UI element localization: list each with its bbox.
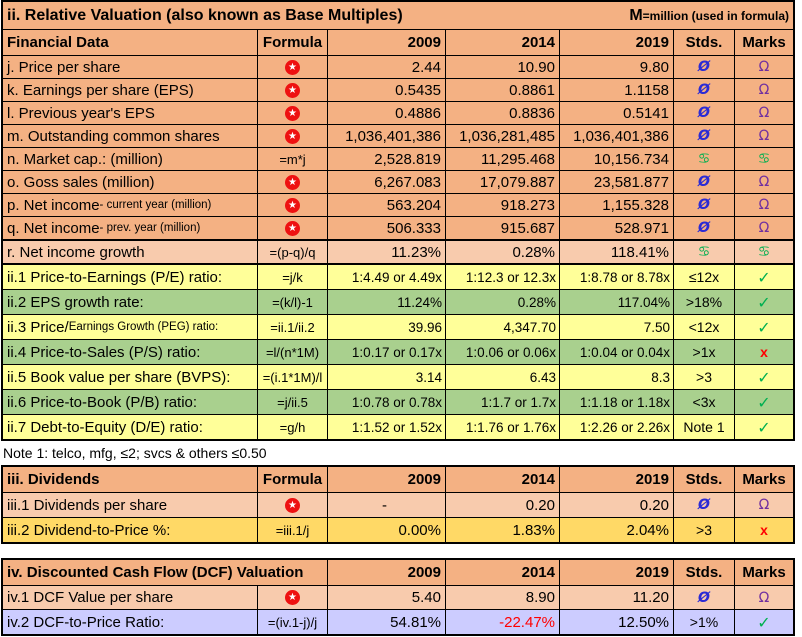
marks-cell[interactable] bbox=[734, 102, 793, 124]
value-2019[interactable]: 2.04% bbox=[559, 518, 673, 542]
row-label[interactable]: m. Outstanding common shares bbox=[7, 127, 220, 145]
omega-symbol: Ω bbox=[758, 59, 770, 75]
marks-cell[interactable] bbox=[734, 265, 793, 289]
value-2019[interactable]: 1:2.26 or 2.26x bbox=[559, 415, 673, 439]
cross-icon: x bbox=[760, 344, 768, 360]
stds-cell[interactable]: >1% bbox=[673, 610, 734, 634]
value-2014[interactable]: -22.47% bbox=[445, 610, 559, 634]
required-input-icon: ★ bbox=[285, 129, 300, 144]
row-label[interactable]: ii.4 Price-to-Sales (P/S) ratio: bbox=[7, 343, 201, 361]
row-label-suffix: - prev. year (million) bbox=[99, 222, 201, 234]
omega-symbol: Ω bbox=[758, 174, 770, 190]
table-row-ii2 bbox=[3, 289, 793, 314]
value-2009[interactable]: 1:1.52 or 1.52x bbox=[327, 415, 445, 439]
value-2019[interactable]: 7.50 bbox=[559, 315, 673, 339]
section-ii-title-row bbox=[3, 2, 793, 29]
value-2009[interactable]: 1:0.78 or 0.78x bbox=[327, 390, 445, 414]
omega-symbol: Ω bbox=[758, 105, 770, 121]
value-2014[interactable]: 0.28% bbox=[445, 290, 559, 314]
marks-cell[interactable] bbox=[734, 315, 793, 339]
table-row-iii2 bbox=[3, 517, 793, 542]
growth-icon: ♋ bbox=[697, 151, 711, 167]
check-icon: ✓ bbox=[757, 392, 771, 412]
table-row-k bbox=[3, 78, 793, 101]
col-header-2019: 2019 bbox=[559, 560, 673, 585]
table-row-q bbox=[3, 216, 793, 239]
value-2014[interactable]: 4,347.70 bbox=[445, 315, 559, 339]
million-legend-text: =million (used in formula) bbox=[642, 8, 789, 23]
marks-cell[interactable] bbox=[734, 518, 793, 542]
row-label[interactable] bbox=[3, 217, 257, 239]
check-icon: ✓ bbox=[757, 267, 771, 287]
value-2009[interactable]: 1,036,401,386 bbox=[327, 125, 445, 147]
stds-cell[interactable]: >1x bbox=[673, 340, 734, 364]
formula-cell[interactable] bbox=[257, 125, 327, 147]
table-row-j bbox=[3, 55, 793, 78]
stds-cell[interactable]: >3 bbox=[673, 518, 734, 542]
cross-icon: x bbox=[760, 522, 768, 538]
col-header-stds: Stds. bbox=[673, 560, 734, 585]
table-row-p bbox=[3, 193, 793, 216]
stds-cell[interactable]: ≤12x bbox=[673, 265, 734, 289]
stds-cell[interactable] bbox=[673, 148, 734, 170]
formula-cell[interactable] bbox=[257, 102, 327, 124]
required-input-icon: ★ bbox=[285, 175, 300, 190]
value-2014[interactable]: 10.90 bbox=[445, 56, 559, 78]
marks-cell[interactable] bbox=[734, 79, 793, 101]
check-icon: ✓ bbox=[757, 612, 771, 632]
col-header-formula: Formula bbox=[257, 30, 327, 55]
value-2019[interactable]: 1:0.04 or 0.04x bbox=[559, 340, 673, 364]
value-2009[interactable]: - bbox=[327, 493, 445, 517]
omega-symbol: Ω bbox=[758, 128, 770, 144]
stds-cell[interactable]: >18% bbox=[673, 290, 734, 314]
section-iv-title: iv. Discounted Cash Flow (DCF) Valuation bbox=[7, 564, 304, 581]
marks-cell[interactable] bbox=[734, 390, 793, 414]
marks-cell[interactable] bbox=[734, 56, 793, 78]
formula-cell[interactable]: =l/(n*1M) bbox=[257, 340, 327, 364]
section-ii-header-row bbox=[3, 29, 793, 55]
col-header-2009: 2009 bbox=[327, 30, 445, 55]
section-iii-title: iii. Dividends bbox=[7, 471, 100, 488]
empty-set-symbol: Ø bbox=[698, 589, 710, 606]
omega-symbol: Ω bbox=[758, 82, 770, 98]
formula-cell[interactable]: =ii.1/ii.2 bbox=[257, 315, 327, 339]
stds-cell[interactable] bbox=[673, 194, 734, 216]
formula-cell[interactable]: =g/h bbox=[257, 415, 327, 439]
formula-cell[interactable] bbox=[257, 194, 327, 216]
stds-cell[interactable] bbox=[673, 125, 734, 147]
value-2019[interactable]: 1:8.78 or 8.78x bbox=[559, 265, 673, 289]
value-2014[interactable]: 0.8861 bbox=[445, 79, 559, 101]
marks-cell[interactable] bbox=[734, 365, 793, 389]
marks-cell[interactable] bbox=[734, 217, 793, 239]
table-row-ii6 bbox=[3, 389, 793, 414]
col-header-stds: Stds. bbox=[673, 30, 734, 55]
value-2014[interactable]: 918.273 bbox=[445, 194, 559, 216]
row-label[interactable]: n. Market cap.: (million) bbox=[7, 150, 163, 168]
marks-cell[interactable] bbox=[734, 290, 793, 314]
formula-cell[interactable]: =j/k bbox=[257, 265, 327, 289]
row-label[interactable] bbox=[3, 194, 257, 216]
col-header-stds: Stds. bbox=[673, 467, 734, 492]
value-2009[interactable]: 39.96 bbox=[327, 315, 445, 339]
value-2014[interactable]: 1:0.06 or 0.06x bbox=[445, 340, 559, 364]
value-2019[interactable]: 8.3 bbox=[559, 365, 673, 389]
marks-cell[interactable] bbox=[734, 415, 793, 439]
value-2009[interactable]: 0.5435 bbox=[327, 79, 445, 101]
row-label[interactable]: r. Net income growth bbox=[7, 243, 145, 261]
relative-valuation-table bbox=[1, 0, 795, 441]
table-row-m bbox=[3, 124, 793, 147]
row-label[interactable]: o. Goss sales (million) bbox=[7, 173, 155, 191]
omega-symbol: Ω bbox=[758, 197, 770, 213]
check-icon: ✓ bbox=[757, 367, 771, 387]
stds-cell[interactable] bbox=[673, 171, 734, 193]
required-input-icon: ★ bbox=[285, 498, 300, 513]
value-2009[interactable]: 6,267.083 bbox=[327, 171, 445, 193]
growth-icon: ♋ bbox=[757, 244, 771, 260]
stds-cell[interactable]: Note 1 bbox=[673, 415, 734, 439]
table-row-ii1 bbox=[3, 263, 793, 289]
formula-cell[interactable]: =(i.1*1M)/l bbox=[257, 365, 327, 389]
formula-cell[interactable]: =(p-q)/q bbox=[257, 241, 327, 263]
formula-cell[interactable]: =(k/l)-1 bbox=[257, 290, 327, 314]
row-label[interactable]: ii.1 Price-to-Earnings (P/E) ratio: bbox=[7, 268, 223, 286]
stds-cell[interactable]: <12x bbox=[673, 315, 734, 339]
row-label[interactable]: k. Earnings per share (EPS) bbox=[7, 81, 194, 99]
row-label[interactable]: ii.5 Book value per share (BVPS): bbox=[7, 368, 231, 386]
value-2019[interactable]: 0.5141 bbox=[559, 102, 673, 124]
formula-cell[interactable] bbox=[257, 586, 327, 609]
marks-cell[interactable] bbox=[734, 125, 793, 147]
formula-cell[interactable] bbox=[257, 171, 327, 193]
row-label-main: p. Net income bbox=[7, 196, 100, 214]
marks-cell[interactable] bbox=[734, 241, 793, 263]
check-icon: ✓ bbox=[757, 317, 771, 337]
value-2009[interactable]: 506.333 bbox=[327, 217, 445, 239]
stds-cell[interactable]: <3x bbox=[673, 390, 734, 414]
col-header-2009: 2009 bbox=[327, 560, 445, 585]
formula-cell[interactable] bbox=[257, 217, 327, 239]
required-input-icon: ★ bbox=[285, 60, 300, 75]
value-2014[interactable]: 1,036,281,485 bbox=[445, 125, 559, 147]
required-input-icon: ★ bbox=[285, 106, 300, 121]
formula-cell[interactable]: =iii.1/j bbox=[257, 518, 327, 542]
required-input-icon: ★ bbox=[285, 198, 300, 213]
section-ii-title: ii. Relative Valuation (also known as Base Multiples) bbox=[7, 6, 403, 24]
section-iv-header-row bbox=[3, 560, 793, 585]
empty-set-symbol: Ø bbox=[698, 59, 710, 75]
million-legend bbox=[629, 7, 789, 25]
stds-cell[interactable] bbox=[673, 493, 734, 517]
row-label[interactable] bbox=[3, 315, 257, 339]
empty-set-symbol: Ø bbox=[698, 220, 710, 236]
value-2019[interactable]: 0.20 bbox=[559, 493, 673, 517]
empty-set-symbol: Ø bbox=[698, 82, 710, 98]
empty-set-symbol: Ø bbox=[698, 105, 710, 121]
check-icon: ✓ bbox=[757, 417, 771, 437]
stds-cell[interactable]: >3 bbox=[673, 365, 734, 389]
formula-cell[interactable]: =(iv.1-j)/j bbox=[257, 610, 327, 634]
col-header-2009: 2009 bbox=[327, 467, 445, 492]
marks-cell[interactable] bbox=[734, 493, 793, 517]
value-2009[interactable]: 563.204 bbox=[327, 194, 445, 216]
value-2019[interactable]: 1,155.328 bbox=[559, 194, 673, 216]
value-2014[interactable]: 8.90 bbox=[445, 586, 559, 609]
marks-cell[interactable] bbox=[734, 148, 793, 170]
value-2014[interactable]: 1:12.3 or 12.3x bbox=[445, 265, 559, 289]
stds-cell[interactable] bbox=[673, 241, 734, 263]
value-2014[interactable]: 0.28% bbox=[445, 241, 559, 263]
formula-cell[interactable]: =j/ii.5 bbox=[257, 390, 327, 414]
stds-cell[interactable] bbox=[673, 79, 734, 101]
growth-icon: ♋ bbox=[697, 244, 711, 260]
million-legend-m: M bbox=[629, 6, 643, 24]
table-row-l bbox=[3, 101, 793, 124]
marks-cell[interactable] bbox=[734, 610, 793, 634]
table-row-iv2 bbox=[3, 609, 793, 634]
table-row-ii3 bbox=[3, 314, 793, 339]
value-2019[interactable]: 117.04% bbox=[559, 290, 673, 314]
row-label-main: q. Net income bbox=[7, 219, 100, 237]
value-2009[interactable]: 5.40 bbox=[327, 586, 445, 609]
value-2009[interactable]: 11.23% bbox=[327, 241, 445, 263]
value-2019[interactable]: 1:1.18 or 1.18x bbox=[559, 390, 673, 414]
stds-cell[interactable] bbox=[673, 56, 734, 78]
value-2019[interactable]: 12.50% bbox=[559, 610, 673, 634]
row-label[interactable]: iv.1 DCF Value per share bbox=[7, 589, 174, 606]
table-row-o bbox=[3, 170, 793, 193]
dcf-valuation-table bbox=[1, 558, 795, 636]
row-label-suffix: - current year (million) bbox=[99, 199, 212, 211]
value-2019[interactable]: 1.1158 bbox=[559, 79, 673, 101]
value-2019[interactable]: 11.20 bbox=[559, 586, 673, 609]
omega-symbol: Ω bbox=[758, 589, 770, 606]
table-row-r bbox=[3, 239, 793, 263]
row-label-suffix: Earnings Growth (PEG) ratio: bbox=[68, 321, 219, 333]
value-2014[interactable]: 11,295.468 bbox=[445, 148, 559, 170]
section-ii-title-cell bbox=[3, 2, 793, 29]
value-2014[interactable]: 6.43 bbox=[445, 365, 559, 389]
formula-cell[interactable] bbox=[257, 56, 327, 78]
dividends-table bbox=[1, 465, 795, 544]
value-2019[interactable]: 9.80 bbox=[559, 56, 673, 78]
col-header-marks: Marks bbox=[734, 560, 793, 585]
value-2014[interactable]: 17,079.887 bbox=[445, 171, 559, 193]
empty-set-symbol: Ø bbox=[698, 197, 710, 213]
marks-cell[interactable] bbox=[734, 171, 793, 193]
value-2014[interactable]: 1:1.7 or 1.7x bbox=[445, 390, 559, 414]
table-row-ii5 bbox=[3, 364, 793, 389]
value-2009[interactable]: 3.14 bbox=[327, 365, 445, 389]
value-2014[interactable]: 0.8836 bbox=[445, 102, 559, 124]
table-row-ii7 bbox=[3, 414, 793, 439]
formula-cell[interactable] bbox=[257, 79, 327, 101]
value-2014[interactable]: 1:1.76 or 1.76x bbox=[445, 415, 559, 439]
value-2009[interactable]: 11.24% bbox=[327, 290, 445, 314]
empty-set-symbol: Ø bbox=[698, 174, 710, 190]
value-2009[interactable]: 0.00% bbox=[327, 518, 445, 542]
col-header-marks: Marks bbox=[734, 467, 793, 492]
row-label-main: ii.3 Price/ bbox=[7, 318, 69, 336]
row-label[interactable]: iii.1 Dividends per share bbox=[7, 496, 168, 514]
col-header-2014: 2014 bbox=[445, 30, 559, 55]
stds-cell[interactable] bbox=[673, 586, 734, 609]
value-2009[interactable]: 54.81% bbox=[327, 610, 445, 634]
marks-cell[interactable] bbox=[734, 586, 793, 609]
value-2019[interactable]: 528.971 bbox=[559, 217, 673, 239]
marks-cell[interactable] bbox=[734, 194, 793, 216]
note-1-text: Note 1: telco, mfg, ≤2; svcs & others ≤0.50 bbox=[3, 445, 267, 461]
empty-set-symbol: Ø bbox=[698, 128, 710, 144]
value-2009[interactable]: 1:0.17 or 0.17x bbox=[327, 340, 445, 364]
marks-cell[interactable] bbox=[734, 340, 793, 364]
formula-cell[interactable] bbox=[257, 493, 327, 517]
value-2014[interactable]: 1.83% bbox=[445, 518, 559, 542]
col-header-2019: 2019 bbox=[559, 30, 673, 55]
stds-cell[interactable] bbox=[673, 102, 734, 124]
value-2009[interactable]: 2.44 bbox=[327, 56, 445, 78]
omega-symbol: Ω bbox=[758, 497, 770, 513]
col-header-2019: 2019 bbox=[559, 467, 673, 492]
table-row-n bbox=[3, 147, 793, 170]
value-2009[interactable]: 1:4.49 or 4.49x bbox=[327, 265, 445, 289]
row-label[interactable]: j. Price per share bbox=[7, 58, 121, 76]
empty-set-symbol: Ø bbox=[698, 497, 710, 513]
value-2009[interactable]: 0.4886 bbox=[327, 102, 445, 124]
section-iii-header-row bbox=[3, 467, 793, 492]
required-input-icon: ★ bbox=[285, 83, 300, 98]
value-2019[interactable]: 10,156.734 bbox=[559, 148, 673, 170]
value-2019[interactable]: 118.41% bbox=[559, 241, 673, 263]
table-row-iii1 bbox=[3, 492, 793, 517]
col-header-formula: Formula bbox=[257, 467, 327, 492]
value-2019[interactable]: 23,581.877 bbox=[559, 171, 673, 193]
row-label[interactable]: ii.7 Debt-to-Equity (D/E) ratio: bbox=[7, 418, 203, 436]
stds-cell[interactable] bbox=[673, 217, 734, 239]
required-input-icon: ★ bbox=[285, 221, 300, 236]
row-label[interactable]: l. Previous year's EPS bbox=[7, 104, 155, 122]
col-header-marks: Marks bbox=[734, 30, 793, 55]
value-2014[interactable]: 0.20 bbox=[445, 493, 559, 517]
value-2014[interactable]: 915.687 bbox=[445, 217, 559, 239]
value-2019[interactable]: 1,036,401,386 bbox=[559, 125, 673, 147]
table-row-iv1 bbox=[3, 585, 793, 609]
row-label[interactable]: iii.2 Dividend-to-Price %: bbox=[7, 521, 171, 539]
col-header-2014: 2014 bbox=[445, 467, 559, 492]
section-gap bbox=[0, 544, 802, 558]
row-label[interactable]: ii.2 EPS growth rate: bbox=[7, 293, 144, 311]
growth-icon: ♋ bbox=[757, 151, 771, 167]
col-header-2014: 2014 bbox=[445, 560, 559, 585]
table-row-ii4 bbox=[3, 339, 793, 364]
value-2009[interactable]: 2,528.819 bbox=[327, 148, 445, 170]
col-header-financial-data: Financial Data bbox=[7, 34, 109, 51]
omega-symbol: Ω bbox=[758, 220, 770, 236]
row-label[interactable]: iv.2 DCF-to-Price Ratio: bbox=[7, 613, 165, 631]
row-label[interactable]: ii.6 Price-to-Book (P/B) ratio: bbox=[7, 393, 198, 411]
check-icon: ✓ bbox=[757, 292, 771, 312]
required-input-icon: ★ bbox=[285, 590, 300, 605]
formula-cell[interactable]: =m*j bbox=[257, 148, 327, 170]
